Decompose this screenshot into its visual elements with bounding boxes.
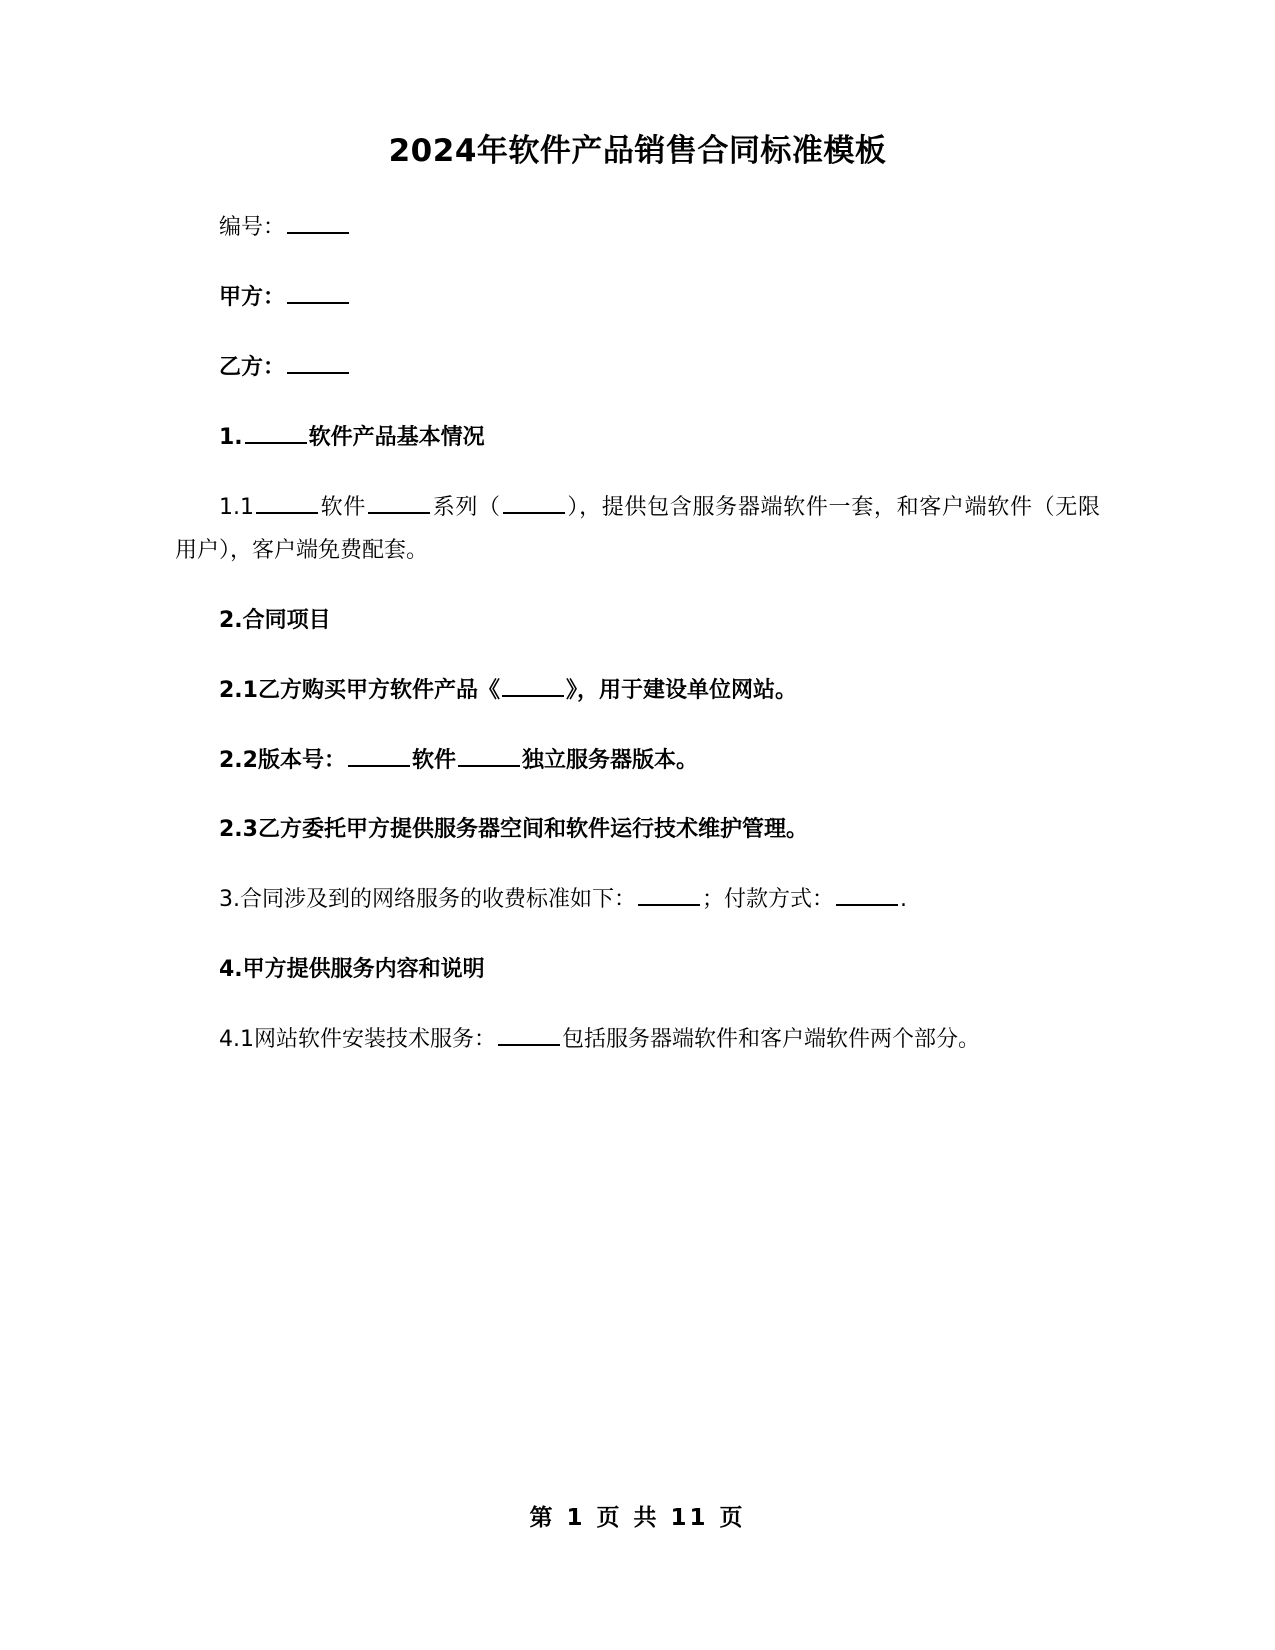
fill-in-blank[interactable]: [287, 214, 349, 234]
paragraph-text: 软件: [320, 494, 367, 520]
party-a: [175, 277, 1100, 320]
serial-number: [175, 207, 1100, 250]
paragraph-text: 1.: [219, 425, 243, 451]
fill-in-blank[interactable]: [502, 677, 564, 697]
fill-in-blank[interactable]: [498, 1026, 560, 1046]
paragraph-text: ；付款方式：: [702, 887, 835, 913]
section-3: [175, 879, 1100, 922]
paragraph-text: 甲方：: [219, 285, 286, 311]
section-2-heading: [175, 600, 1100, 643]
clause-1-1: [175, 487, 1100, 573]
paragraph-text: 4.甲方提供服务内容和说明: [219, 957, 485, 983]
document-body: [175, 207, 1100, 1062]
paragraph-text: 包括服务器端软件和客户端软件两个部分。: [562, 1027, 981, 1053]
paragraph-text: 3.合同涉及到的网络服务的收费标准如下：: [219, 887, 636, 913]
paragraph-text: 2.3乙方委托甲方提供服务器空间和软件运行技术维护管理。: [219, 817, 808, 843]
paragraph-text: 2.2版本号：: [219, 747, 346, 773]
fill-in-blank[interactable]: [638, 886, 700, 906]
fill-in-blank[interactable]: [287, 354, 349, 374]
fill-in-blank[interactable]: [287, 284, 349, 304]
clause-2-1: [175, 670, 1100, 713]
paragraph-text: 2.1乙方购买甲方软件产品《: [219, 677, 500, 703]
paragraph-text: 2.合同项目: [219, 607, 331, 633]
fill-in-blank[interactable]: [836, 886, 898, 906]
paragraph-text: 软件产品基本情况: [308, 425, 485, 451]
fill-in-blank[interactable]: [503, 494, 565, 514]
paragraph-text: 》，用于建设单位网站。: [565, 677, 797, 703]
fill-in-blank[interactable]: [245, 424, 307, 444]
section-4-heading: [175, 949, 1100, 992]
party-b: [175, 347, 1100, 390]
section-1-heading: [175, 417, 1100, 460]
clause-2-2: [175, 740, 1100, 783]
paragraph-text: 独立服务器版本。: [522, 747, 699, 773]
paragraph-text: 4.1网站软件安装技术服务：: [219, 1027, 496, 1053]
paragraph-text: 软件: [411, 747, 456, 773]
paragraph-text: 乙方：: [219, 355, 286, 381]
page-title: 2024年软件产品销售合同标准模板: [388, 133, 887, 169]
clause-4-1: [175, 1019, 1100, 1062]
paragraph-text: 1.1: [219, 494, 254, 520]
fill-in-blank[interactable]: [458, 747, 520, 767]
paragraph-text: .: [900, 887, 908, 913]
fill-in-blank[interactable]: [368, 494, 430, 514]
paragraph-text: ），提供包含服务器端软件一套，和客户端软件（无限用户），客户端免费配套。: [175, 494, 1100, 563]
fill-in-blank[interactable]: [348, 747, 410, 767]
fill-in-blank[interactable]: [256, 494, 318, 514]
page-footer: 第 1 页 共 11 页: [529, 1505, 746, 1531]
paragraph-text: 系列（: [432, 494, 501, 520]
clause-2-3: [175, 809, 1100, 852]
paragraph-text: 编号：: [219, 215, 286, 241]
